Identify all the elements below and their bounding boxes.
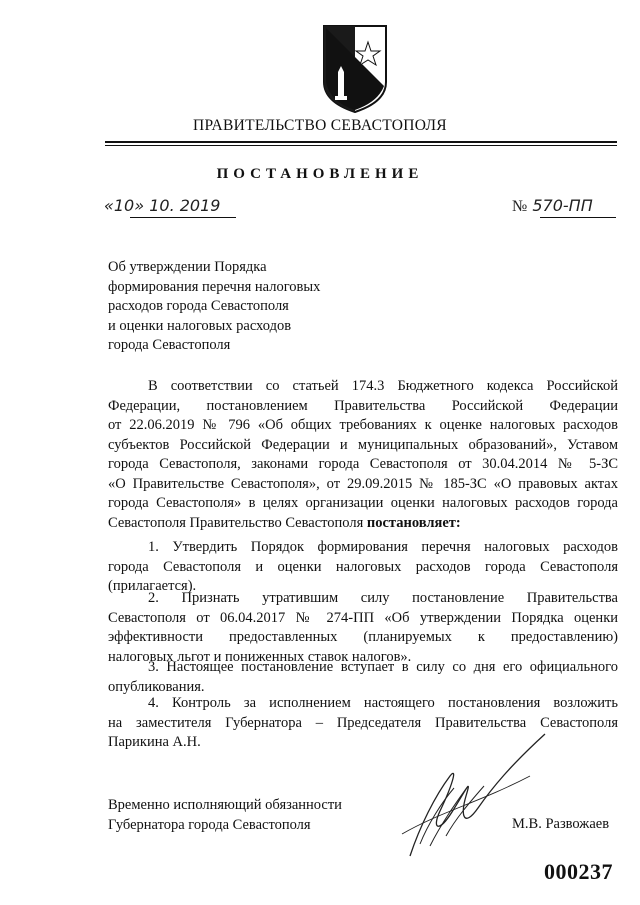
signatory-name: М.В. Развожаев bbox=[512, 816, 610, 832]
subject-line: формирования перечня налоговых bbox=[108, 278, 321, 295]
item-line: налоговых льгот и пониженных ставок налогов». bbox=[108, 648, 412, 665]
coat-of-arms-emblem bbox=[318, 22, 392, 114]
document-subject bbox=[108, 258, 368, 356]
document-type: ПОСТАНОВЛЕНИЕ bbox=[216, 166, 424, 182]
item-line: 2. Признать утратившим силу постановление Правительства bbox=[148, 590, 618, 606]
item-line: 1. Утвердить Порядок формирования перечня налоговых расходов bbox=[148, 539, 618, 555]
subject-line: Об утверждении Порядка bbox=[108, 259, 267, 275]
item-line: 4. Контроль за исполнением настоящего постановления возложить bbox=[148, 695, 618, 711]
date-underline bbox=[130, 217, 236, 218]
preamble-line: города Севастополя, законами города Севастополя от 30.04.2014 № 5-ЗС bbox=[108, 456, 618, 472]
signatory-role-line: Временно исполняющий обязанности bbox=[108, 797, 342, 813]
subject-line: расходов города Севастополя bbox=[108, 298, 289, 314]
header-rule-thick bbox=[105, 141, 617, 143]
number-sign: № bbox=[512, 198, 528, 215]
preamble-line: города Севастополя» в целях организации оценки налоговых расходов города bbox=[108, 495, 618, 511]
item-line: опубликования. bbox=[108, 678, 205, 695]
signatory-role bbox=[108, 796, 342, 835]
item-line: на заместителя Губернатора – Председателя Правительства Севастополя bbox=[108, 714, 618, 731]
date-day: 10 bbox=[113, 196, 135, 215]
number-value: 570-ПП bbox=[532, 196, 593, 215]
preamble-line-text: Севастополя Правительство Севастополя bbox=[108, 514, 364, 531]
preamble-line: субъектов Российской Федерации и муниципальных образований», Уставом bbox=[108, 436, 618, 453]
handwritten-signature bbox=[380, 716, 560, 866]
preamble-paragraph bbox=[108, 377, 618, 533]
date-open-quote: « bbox=[104, 196, 114, 215]
serial-number: 000237 bbox=[544, 859, 613, 884]
date-month-year: 10. 2019 bbox=[149, 196, 221, 215]
item-line: (прилагается). bbox=[108, 578, 197, 594]
item-1 bbox=[108, 538, 618, 597]
date-close-quote: » bbox=[134, 196, 145, 215]
item-line: Парикина А.Н. bbox=[108, 734, 201, 750]
preamble-line-final bbox=[108, 514, 618, 534]
preamble-line: Федерации, постановлением Правительства Российской Федерации bbox=[108, 397, 618, 414]
number-underline bbox=[540, 217, 616, 218]
preamble-line: от 22.06.2019 № 796 «Об общих требованиях к оценке налоговых расходов bbox=[108, 417, 618, 433]
item-2 bbox=[108, 589, 618, 667]
document-date bbox=[104, 196, 236, 218]
document-number bbox=[512, 196, 622, 218]
item-3 bbox=[108, 658, 618, 697]
item-line: города Севастополя и оценки налоговых расходов города Севастополя bbox=[108, 558, 618, 575]
decree-word: постановляет: bbox=[366, 514, 461, 531]
item-line: Севастополя от 06.04.2017 № 274-ПП «Об утверждении Порядка оценки bbox=[108, 609, 618, 626]
preamble-line: В соответствии со статьей 174.3 Бюджетного кодекса Российской bbox=[148, 378, 618, 394]
signatory-role-line: Губернатора города Севастополя bbox=[108, 816, 311, 833]
header-rule-thin bbox=[105, 145, 617, 146]
government-title: ПРАВИТЕЛЬСТВО СЕВАСТОПОЛЯ bbox=[193, 117, 447, 134]
subject-line: города Севастополя bbox=[108, 337, 231, 353]
item-line: эффективности предоставленных (планируемых к предоставлению) bbox=[108, 629, 618, 645]
preamble-line: «О Правительстве Севастополя», от 29.09.2015 № 185-ЗС «О правовых актах bbox=[108, 475, 618, 492]
item-line: 3. Настоящее постановление вступает в силу со дня его официального bbox=[148, 659, 618, 675]
subject-line: и оценки налоговых расходов bbox=[108, 317, 292, 334]
